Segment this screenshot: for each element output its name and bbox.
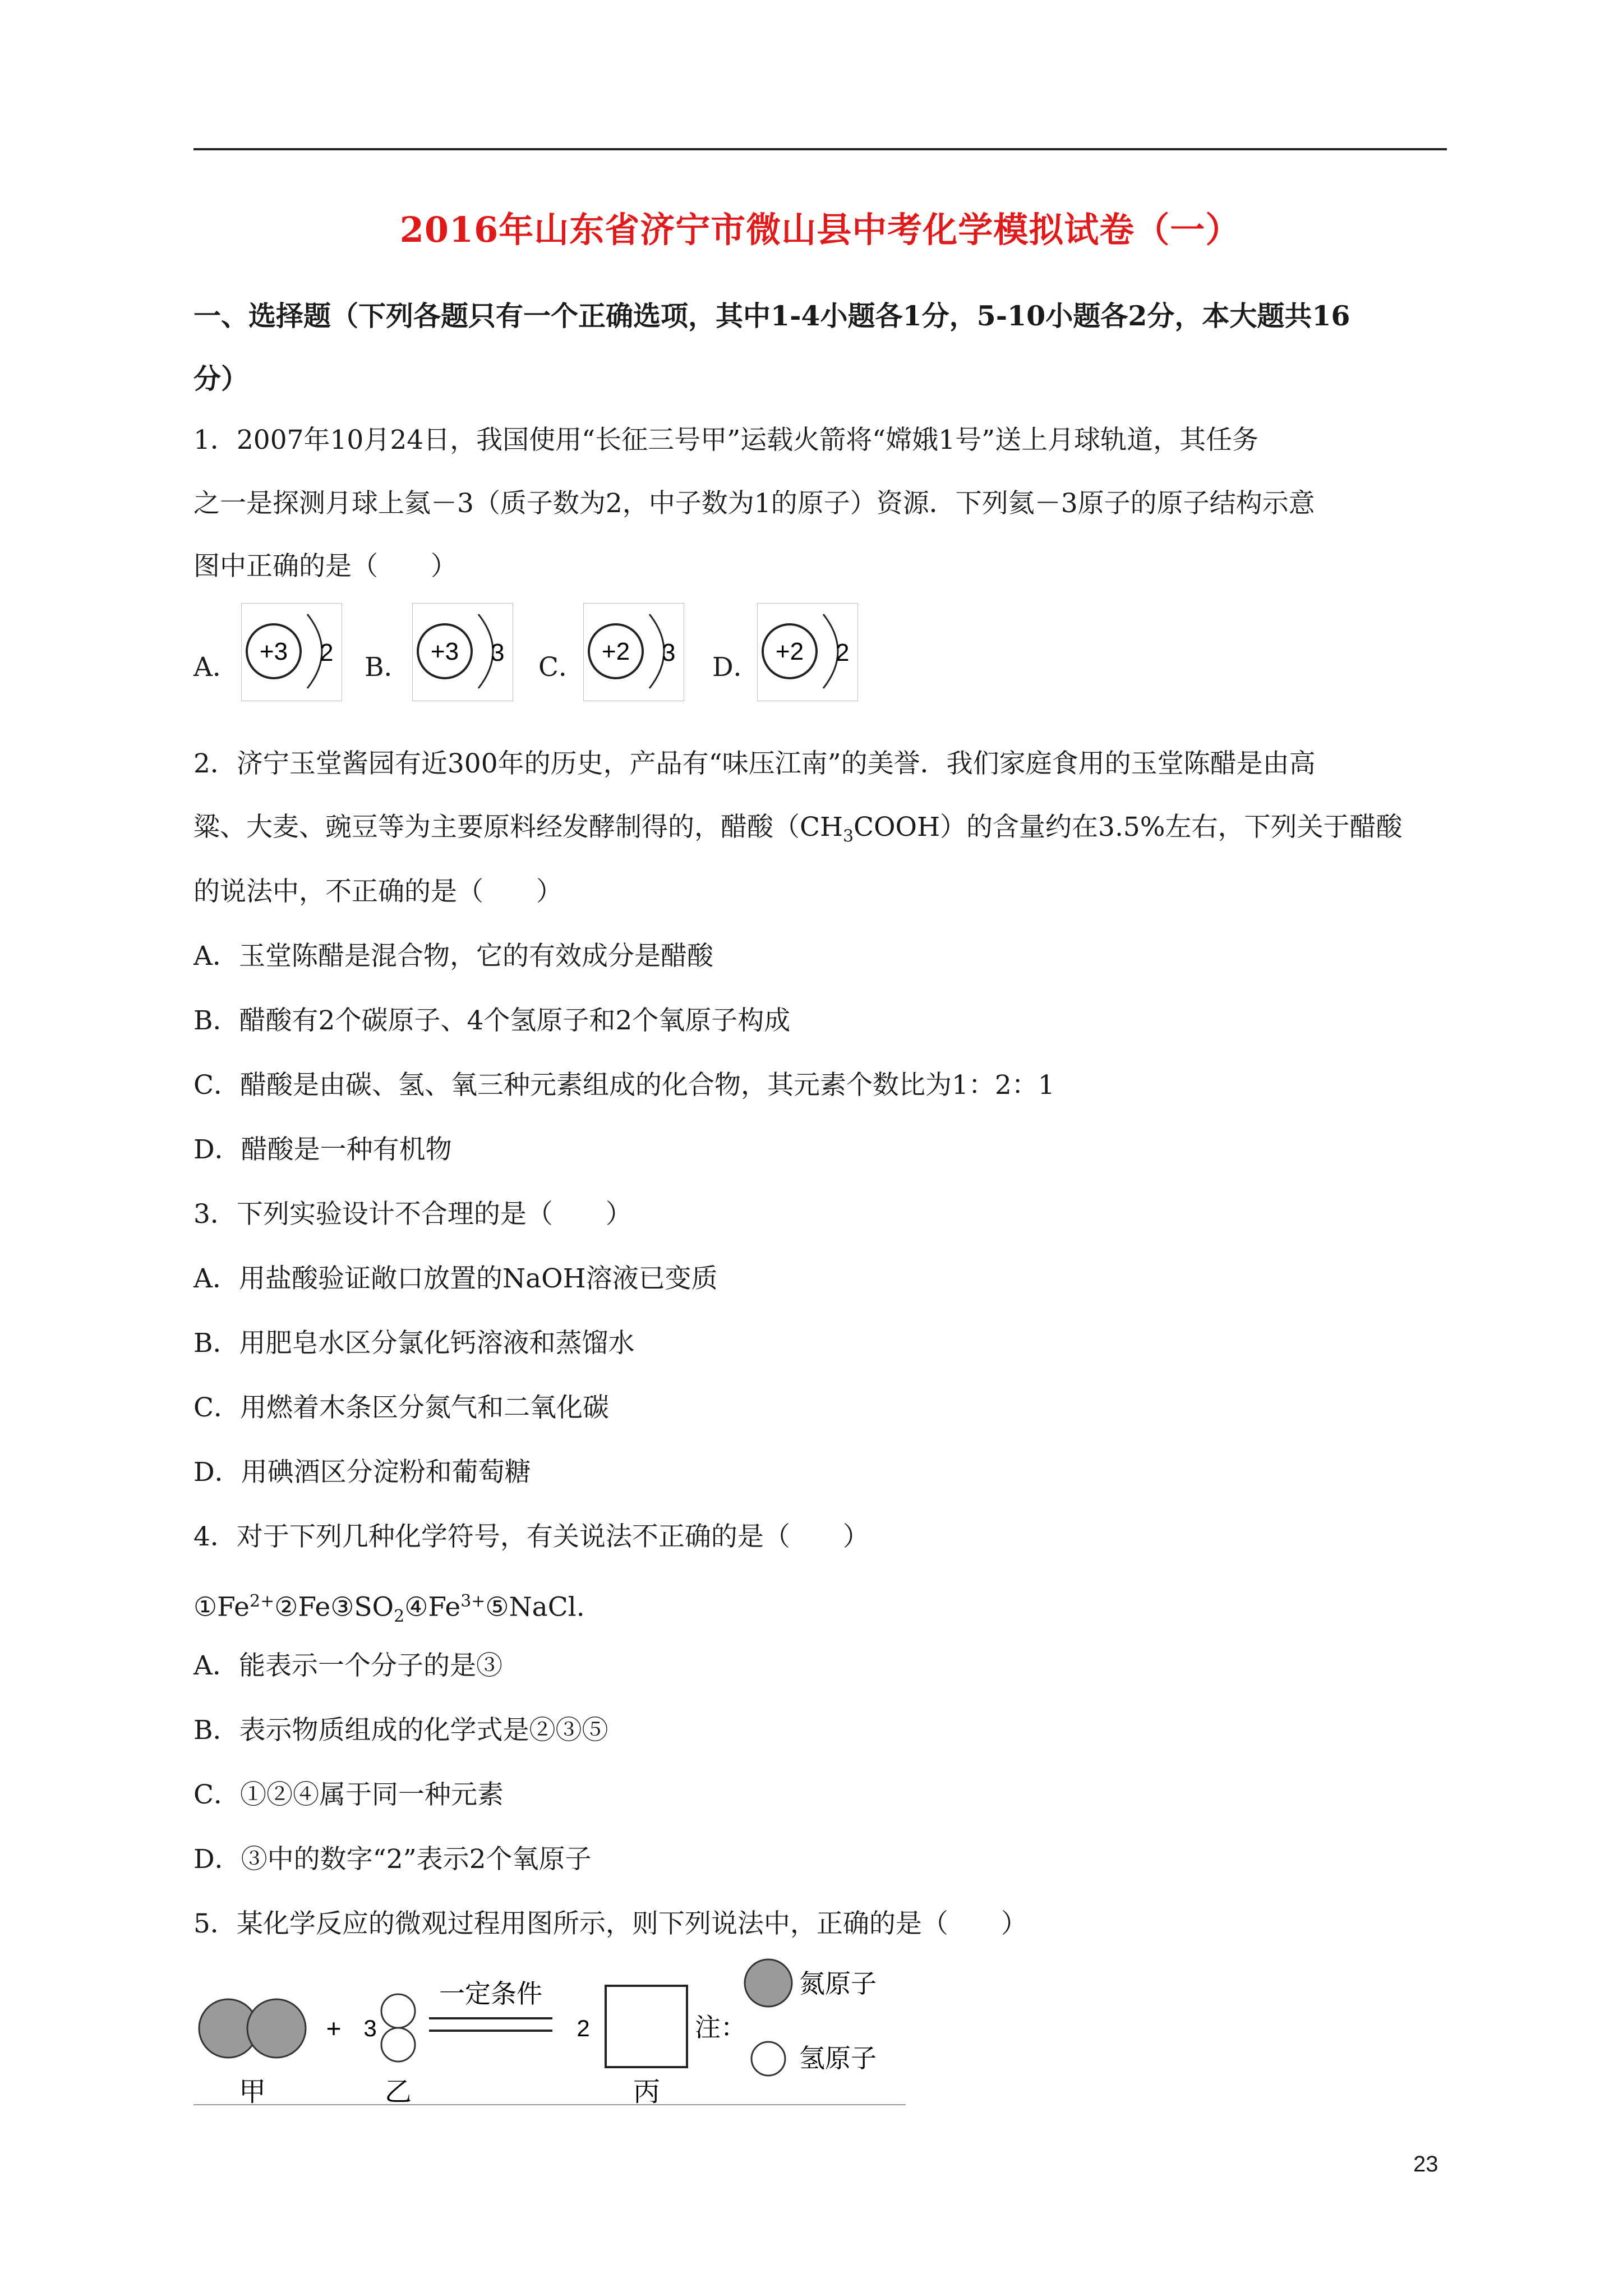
q3-option-b[interactable]: B．用肥皂水区分氯化钙溶液和蒸馏水 bbox=[193, 1328, 635, 1359]
legend-hydrogen-label: 氢原子 bbox=[799, 2043, 877, 2073]
legend-nitrogen-label: 氮原子 bbox=[799, 1968, 877, 1999]
atom-d-electrons: 2 bbox=[836, 639, 850, 666]
atom-diagram-c bbox=[583, 603, 684, 701]
label-bing: 丙 bbox=[633, 2076, 661, 2106]
q4-symbols: $①Fe^{2+}②Fe③SO_2④Fe^{3+}⑤NaCl$. bbox=[193, 1591, 585, 1627]
q2-option-a[interactable]: A．玉堂陈醋是混合物，它的有效成分是醋酸 bbox=[193, 941, 713, 972]
legend-note: 注： bbox=[695, 2012, 746, 2042]
q5-stem: 5．某化学反应的微观过程用图所示，则下列说法中，正确的是（ ） bbox=[193, 1908, 1027, 1939]
atom-c-nucleus: +2 bbox=[601, 638, 630, 665]
label-jia: 甲 bbox=[238, 2076, 266, 2106]
atom-c-electrons: 3 bbox=[662, 639, 676, 666]
atom-diagram-a bbox=[241, 603, 342, 701]
q2-option-c[interactable]: C．醋酸是由碳、氢、氧三种元素组成的化合物，其元素个数比为1：2：1 bbox=[193, 1070, 1055, 1101]
coefficient-b: 3 bbox=[363, 2015, 377, 2041]
label-yi: 乙 bbox=[384, 2076, 412, 2106]
atom-diagram-b bbox=[412, 603, 513, 701]
atom-b-electrons: 3 bbox=[491, 639, 505, 666]
header-rule bbox=[193, 148, 1447, 150]
q2-stem-line2: 粱、大麦、豌豆等为主要原料经发酵制得的，醋酸$(CH_3COOH)$的含量约在3.5%左右，下列关于醋酸 bbox=[193, 812, 1403, 846]
q1-stem-line3: 图中正确的是（ ） bbox=[193, 551, 457, 582]
q4-option-c[interactable]: C．①②④属于同一种元素 bbox=[193, 1779, 504, 1810]
q3-option-a[interactable]: A．用盐酸验证敞口放置的NaOH溶液已变质 bbox=[193, 1263, 718, 1294]
atom-d-nucleus: +2 bbox=[775, 638, 804, 665]
section-heading: 一、选择题（下列各题只有一个正确选项，其中1-4小题各1分，5-10小题各2分，本大题共16 bbox=[193, 300, 1350, 332]
hydrogen-atom-2 bbox=[381, 2028, 415, 2062]
coefficient-c: 2 bbox=[577, 2015, 590, 2041]
q1-stem-line2: 之一是探测月球上氦－3（质子数为2，中子数为1的原子）资源．下列氦－3原子的原子结构示意 bbox=[193, 488, 1315, 519]
q4-option-a[interactable]: A．能表示一个分子的是③ bbox=[193, 1650, 502, 1681]
q3-stem: 3．下列实验设计不合理的是（ ） bbox=[193, 1199, 632, 1230]
q3-option-d[interactable]: D．用碘酒区分淀粉和葡萄糖 bbox=[193, 1457, 531, 1488]
q4-option-d[interactable]: D．③中的数字“2”表示2个氧原子 bbox=[193, 1844, 592, 1875]
q2-stem-line1: 2．济宁玉堂酱园有近300年的历史，产品有“味压江南”的美誉．我们家庭食用的玉堂陈醋是由高 bbox=[193, 748, 1316, 779]
q1-stem-line1: 1．2007年10月24日，我国使用“长征三号甲”运载火箭将“嫦娥1号”送上月球轨道，其任务 bbox=[193, 425, 1259, 455]
nitrogen-atom-2 bbox=[247, 1999, 306, 2058]
q1-option-d-label: D． bbox=[712, 652, 760, 683]
q2-stem-line3: 的说法中，不正确的是（ ） bbox=[193, 876, 562, 907]
q3-option-c[interactable]: C．用燃着木条区分氮气和二氧化碳 bbox=[193, 1392, 609, 1423]
reaction-condition: 一定条件 bbox=[439, 1978, 542, 2009]
hydrogen-atom-1 bbox=[381, 1994, 415, 2028]
atom-a-electrons: 2 bbox=[320, 639, 334, 666]
section-heading-cont: 分） bbox=[193, 362, 249, 395]
q1-option-a-label: A． bbox=[193, 652, 239, 683]
legend-nitrogen-icon bbox=[745, 1959, 792, 2007]
page-title: 2016年山东省济宁市微山县中考化学模拟试卷（一） bbox=[399, 209, 1241, 250]
legend-hydrogen-icon bbox=[751, 2042, 785, 2076]
q1-option-c-label: C． bbox=[538, 652, 585, 683]
atom-b-nucleus: +3 bbox=[430, 638, 459, 665]
plus-sign: + bbox=[326, 2014, 342, 2043]
reaction-diagram bbox=[193, 1952, 906, 2106]
product-box bbox=[606, 1986, 687, 2067]
q4-stem: 4．对于下列几种化学符号，有关说法不正确的是（ ） bbox=[193, 1521, 869, 1552]
page-number: 23 bbox=[1413, 2152, 1438, 2177]
q2-option-b[interactable]: B．醋酸有2个碳原子、4个氢原子和2个氧原子构成 bbox=[193, 1005, 791, 1036]
q4-option-b[interactable]: B．表示物质组成的化学式是②③⑤ bbox=[193, 1715, 608, 1746]
atom-a-nucleus: +3 bbox=[259, 638, 288, 665]
atom-diagram-d bbox=[757, 603, 858, 701]
q1-option-b-label: B． bbox=[365, 652, 411, 683]
q2-option-d[interactable]: D．醋酸是一种有机物 bbox=[193, 1134, 452, 1165]
